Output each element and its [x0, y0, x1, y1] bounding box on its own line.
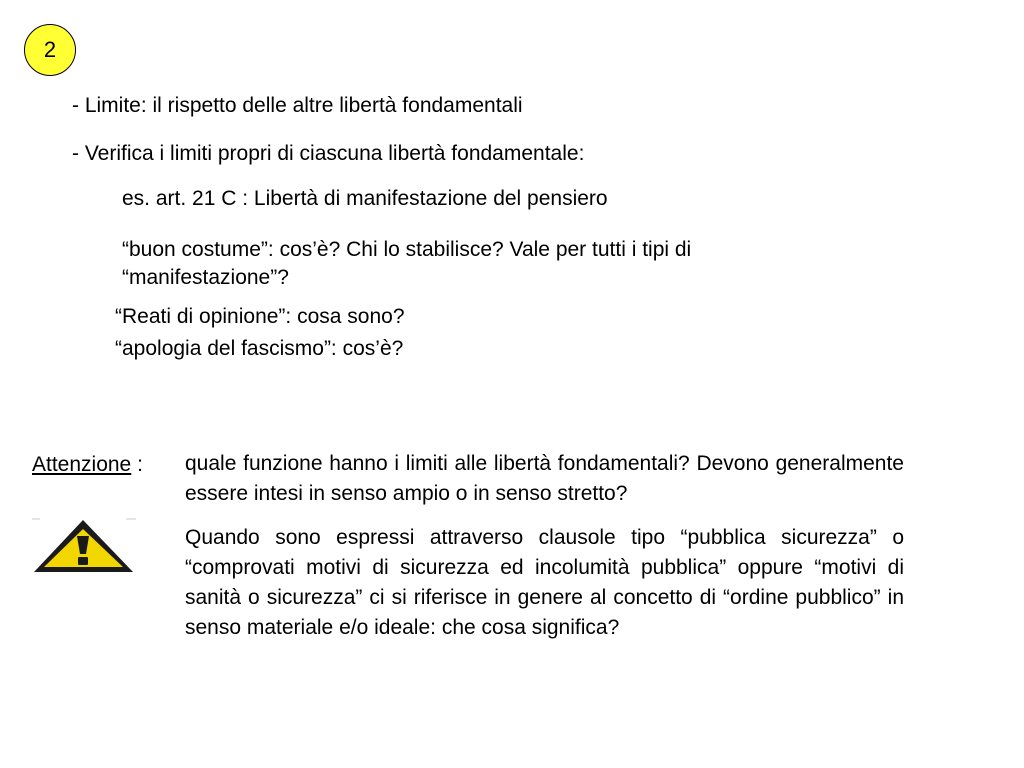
- attention-separator: :: [131, 453, 143, 476]
- attention-question: quale funzione hanno i limiti alle libertà fondamentali? Devono generalmente essere intesi in senso ampio o in senso stretto?: [185, 452, 904, 505]
- attention-label: Attenzione: [32, 453, 132, 476]
- sub-item-buon-costume: “buon costume”: cos’è? Chi lo stabilisce? Vale per tutti i tipi di “manifestazione”?: [122, 238, 692, 289]
- sub-item-apologia: “apologia del fascismo”: cos’è?: [115, 337, 404, 360]
- warning-triangle-icon: [30, 516, 138, 576]
- attention-explanation: Quando sono espressi attraverso clausole tipo “pubblica sicurezza” o “comprovati motivi di sicurezza ed incolumità pubblica” oppure “motivi di sanità o sicurezza” ci si riferisce in genere al concetto di “ordine pubblico” in senso materiale e/o ideale: che cosa significa?: [185, 526, 904, 639]
- attention-heading: [32, 451, 143, 479]
- slide-number-badge: [24, 24, 76, 76]
- slide-number: 2: [43, 37, 57, 62]
- bullet-limite: - Limite: il rispetto delle altre libertà fondamentali: [72, 94, 523, 117]
- bullet-verifica: - Verifica i limiti propri di ciascuna libertà fondamentale:: [72, 142, 585, 165]
- sub-item-art-21: es. art. 21 C : Libertà di manifestazione del pensiero: [122, 187, 608, 210]
- sub-item-reati-opinione: “Reati di opinione”: cosa sono?: [115, 305, 405, 328]
